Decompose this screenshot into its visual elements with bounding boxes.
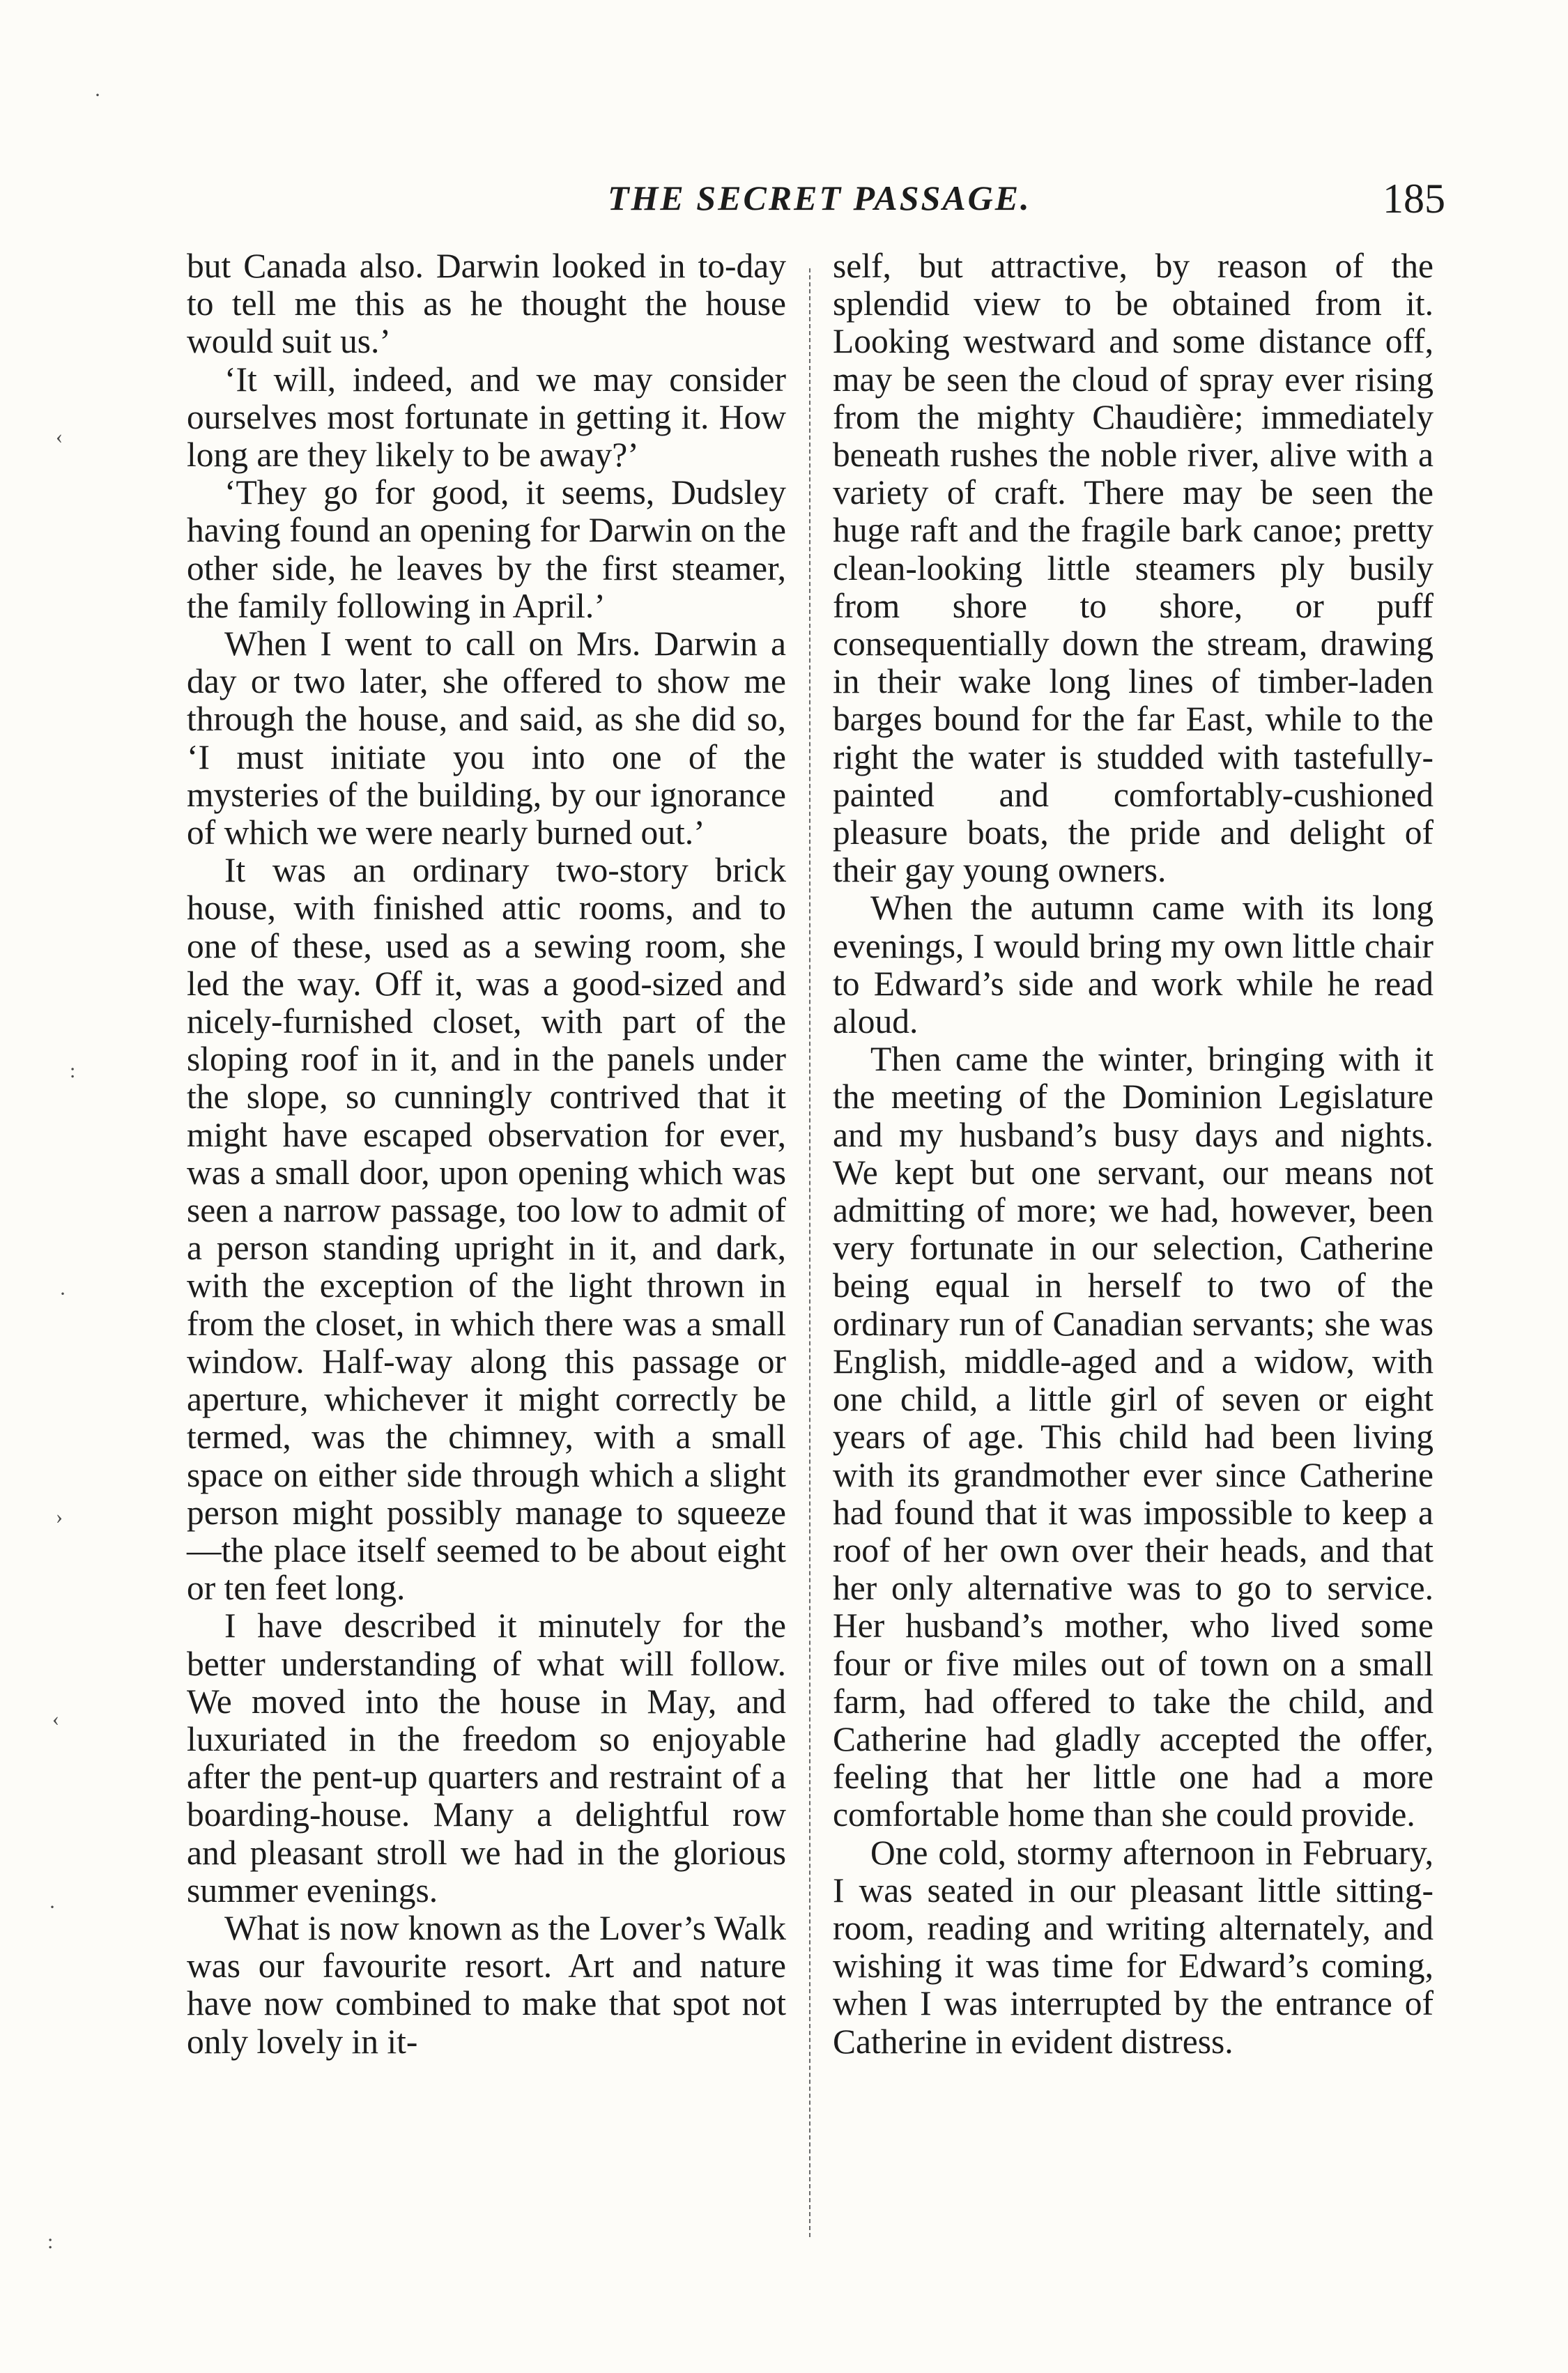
paragraph: self, but attractive, by reason of the splendid view to be obtained from it. Looking westward and some distance off, may be seen the cloud of spray ever rising from the mighty Chaudière; immediately beneath rushes the noble river, alive with a variety of craft. There may be seen the huge raft and the fragile bark canoe; pretty clean-looking little steamers ply busily from shore to shore, or puff consequentially down the stream, drawing in their wake long lines of timber-laden barges bound for the far East, while to the right the water is studded with tastefully-painted and comfortably-cushioned pleasure boats, the pride and delight of their gay young owners.	[833, 247, 1434, 890]
paragraph: One cold, stormy afternoon in February, I was seated in our pleasant little sitting-room, reading and writing alternately, and wishing it was time for Edward’s coming, when I was interrupted by the entrance of Catherine in evident distress.	[833, 1833, 1434, 2061]
paragraph: When the autumn came with its long evenings, I would bring my own little chair to Edward’s side and work while he read aloud.	[833, 889, 1434, 1041]
right-column	[833, 247, 1434, 2061]
paragraph: Then came the winter, bringing with it the meeting of the Dominion Legislature and my husband’s busy days and nights. We kept but one servant, our means not admitting of more; we had, however, been very fortunate in our selection, Catherine being equal in herself to two of the ordinary run of Canadian servants; she was English, middle-aged and a widow, with one child, a little girl of seven or eight years of age. This child had been living with its grandmother ever since Catherine had found that it was impossible to keep a roof of her own over their heads, and that her only alternative was to go to service. Her husband’s mother, who lived some four or five miles out of town on a small farm, had offered to take the child, and Catherine had gladly accepted the offer, feeling that her little one had a more comfortable home than she could provide.	[833, 1040, 1434, 1834]
paragraph: ‘It will, indeed, and we may consider ourselves most fortunate in getting it. How long are they likely to be away?’	[187, 360, 786, 475]
paragraph: It was an ordinary two-story brick house, with finished attic rooms, and to one of these, used as a sewing room, she led the way. Off it, was a good-sized and nicely-furnished closet, with part of the sloping roof in it, and in the panels under the slope, so cunningly contrived that it might have escaped observation for ever, was a small door, upon opening which was seen a narrow passage, too low to admit of a person standing upright in it, and dark, with the exception of the light thrown in from the closet, in which there was a small window. Half-way along this passage or aperture, whichever it might correctly be termed, was the chimney, with a small space on either side through which a slight person might possibly manage to squeeze—the place itself seemed to be about eight or ten feet long.	[187, 851, 786, 1608]
speck: ·	[94, 84, 101, 107]
page-header	[176, 178, 1445, 233]
paragraph: What is now known as the Lover’s Walk was our favourite resort. Art and nature have now combined to make that spot not only lovely in it-	[187, 1908, 786, 2061]
speck: :	[70, 1059, 76, 1082]
speck: ›	[56, 1505, 63, 1528]
left-column	[187, 247, 786, 2061]
paragraph: but Canada also. Darwin looked in to-day to tell me this as he thought the house would suit us.’	[187, 247, 786, 361]
page-number: 185	[1383, 176, 1445, 222]
speck: ·	[59, 1282, 66, 1305]
paragraph: ‘They go for good, it seems, Dudsley having found an opening for Darwin on the other side, he leaves by the first steamer, the family following in April.’	[187, 473, 786, 625]
column-divider	[809, 268, 810, 2237]
paragraph: I have described it minutely for the better understanding of what will follow. We moved into the house in May, and luxuriated in the freedom so enjoyable after the pent-up quarters and restraint of a boarding-house. Many a delightful row and pleasant stroll we had in the glorious summer evenings.	[187, 1606, 786, 1910]
paragraph: When I went to call on Mrs. Darwin a day or two later, she offered to show me through the house, and said, as she did so, ‘I must initiate you into one of the mysteries of the building, by our ignorance of which we were nearly burned out.’	[187, 624, 786, 852]
speck: ‹	[52, 1707, 59, 1730]
speck: ·	[49, 1896, 56, 1919]
running-title: THE SECRET PASSAGE.	[608, 178, 1031, 217]
speck: :	[47, 2230, 54, 2253]
speck: ‹	[56, 425, 63, 448]
